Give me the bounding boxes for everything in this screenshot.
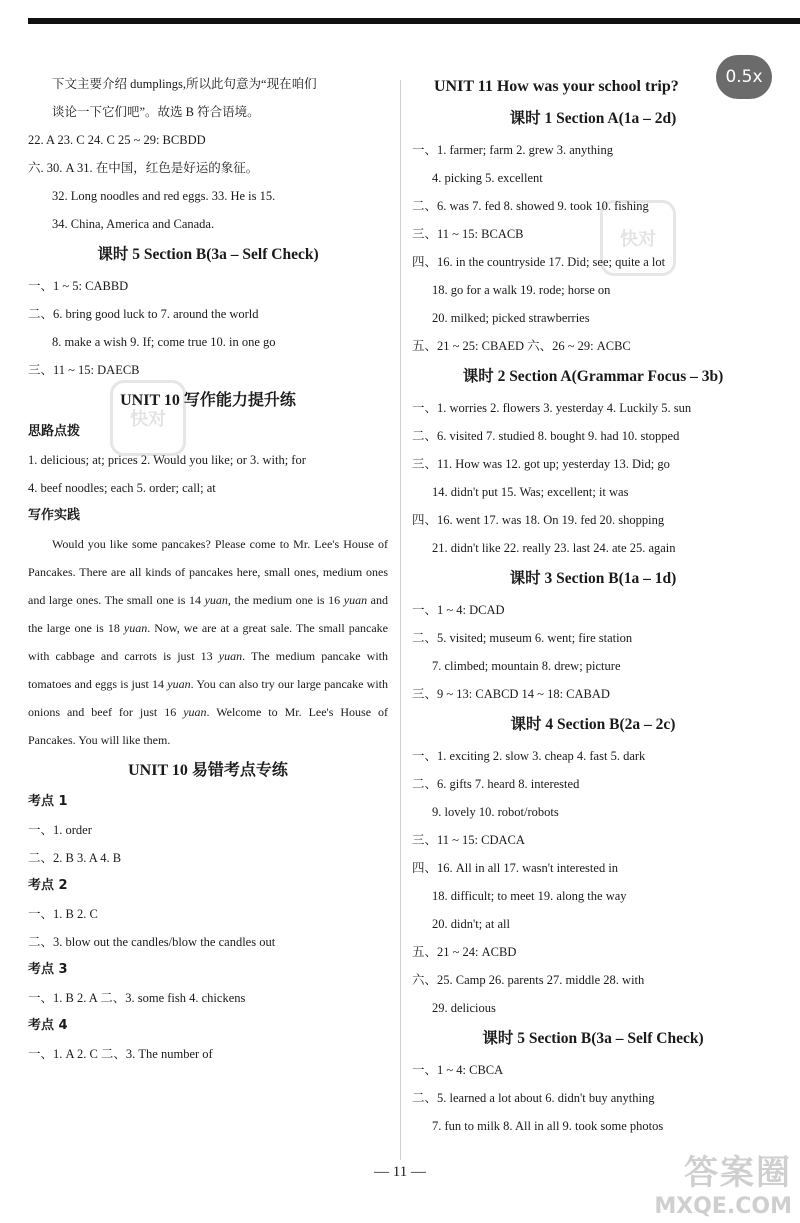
answer-line: 五、21 ~ 25: CBAED 六、26 ~ 29: ACBC bbox=[412, 339, 631, 353]
watermark-stamp: 快对 bbox=[110, 380, 186, 456]
kaodian-heading: 考点 4 bbox=[28, 1018, 68, 1033]
unit-heading: UNIT 10 写作能力提升练 bbox=[120, 392, 296, 409]
answer-line: 一、1. worries 2. flowers 3. yesterday 4. Luckily 5. sun bbox=[412, 401, 692, 415]
left-column bbox=[28, 70, 388, 1068]
column-divider bbox=[400, 80, 401, 1160]
unit-heading: UNIT 11 How was your school trip? bbox=[434, 78, 679, 95]
zoom-level-button[interactable]: 0.5x bbox=[716, 55, 772, 99]
answer-line: 20. milked; picked strawberries bbox=[432, 311, 590, 325]
answer-line: 五、21 ~ 24: ACBD bbox=[412, 945, 517, 959]
answer-line: 4. beef noodles; each 5. order; call; at bbox=[28, 481, 216, 495]
answer-line: 二、6. gifts 7. heard 8. interested bbox=[412, 777, 580, 791]
answer-line: 二、5. visited; museum 6. went; fire station bbox=[412, 631, 633, 645]
answer-line: 一、1. exciting 2. slow 3. cheap 4. fast 5. dark bbox=[412, 749, 646, 763]
top-border bbox=[28, 18, 800, 24]
answer-line: 一、1. B 2. C bbox=[28, 907, 98, 921]
answer-line: 四、16. in the countryside 17. Did; see; quite a lot bbox=[412, 255, 666, 269]
answer-line: 六. 30. A 31. 在中国，红色是好运的象征。 bbox=[28, 161, 259, 175]
right-column bbox=[412, 70, 774, 1140]
answer-line: 8. make a wish 9. If; come true 10. in one go bbox=[52, 335, 276, 349]
kaodian-heading: 考点 1 bbox=[28, 794, 68, 809]
answer-line: 一、1. farmer; farm 2. grew 3. anything bbox=[412, 143, 613, 157]
answer-line: 三、11 ~ 15: CDACA bbox=[412, 833, 525, 847]
watermark-stamp: 快对 bbox=[600, 200, 676, 276]
lesson-heading: 课时 3 Section B(1a – 1d) bbox=[509, 570, 677, 587]
answer-line: 7. fun to milk 8. All in all 9. took some photos bbox=[432, 1119, 664, 1133]
answer-line: 14. didn't put 15. Was; excellent; it was bbox=[432, 485, 629, 499]
answer-line: 三、11. How was 12. got up; yesterday 13. Did; go bbox=[412, 457, 670, 471]
lesson-heading: 课时 2 Section A(Grammar Focus – 3b) bbox=[462, 368, 724, 385]
answer-line: 29. delicious bbox=[432, 1001, 496, 1015]
subsection-heading: 思路点拨 bbox=[28, 424, 81, 439]
answer-line: 三、9 ~ 13: CABCD 14 ~ 18: CABAD bbox=[412, 687, 610, 701]
lesson-heading: 课时 1 Section A(1a – 2d) bbox=[509, 110, 677, 127]
page-number: — 11 — bbox=[374, 1164, 426, 1180]
kaodian-heading: 考点 2 bbox=[28, 878, 68, 893]
answer-line: 7. climbed; mountain 8. drew; picture bbox=[432, 659, 621, 673]
answer-line: 21. didn't like 22. really 23. last 24. ate 25. again bbox=[432, 541, 676, 555]
answer-line: 四、16. All in all 17. wasn't interested in bbox=[412, 861, 619, 875]
lesson-heading: 课时 4 Section B(2a – 2c) bbox=[510, 716, 676, 733]
answer-line: 一、1 ~ 5: CABBD bbox=[28, 279, 129, 293]
answer-line: 20. didn't; at all bbox=[432, 917, 510, 931]
answer-line: 一、1. A 2. C 二、3. The number of bbox=[28, 1047, 213, 1061]
kaodian-heading: 考点 3 bbox=[28, 962, 68, 977]
answer-line: 三、11 ~ 15: DAECB bbox=[28, 363, 140, 377]
answer-line: 六、25. Camp 26. parents 27. middle 28. with bbox=[412, 973, 645, 987]
lesson-heading: 课时 5 Section B(3a – Self Check) bbox=[97, 246, 319, 263]
answer-line: 二、6. bring good luck to 7. around the world bbox=[28, 307, 259, 321]
sample-essay: Would you like some pancakes? Please come to Mr. Lee's House of Pancakes. There are all kinds of pancakes here, small ones, medium ones and large ones. The small one is 14 yuan, the medium one is 16 yuan and the large one is 18 yuan. Now, we are at a great sale. The small pancake with cabbage and carrots is just 13 yuan. The medium pancake with tomatoes and eggs is just 14 yuan. You can also try our large pancake with onions and beef for just 16 yuan. Welcome to Mr. Lee's House of Pancakes. You will like them. bbox=[28, 537, 389, 747]
answer-line: 4. picking 5. excellent bbox=[432, 171, 543, 185]
answer-line: 二、6. visited 7. studied 8. bought 9. had 10. stopped bbox=[412, 429, 680, 443]
answer-line: 三、11 ~ 15: BCACB bbox=[412, 227, 524, 241]
answer-line: 32. Long noodles and red eggs. 33. He is 15. bbox=[52, 189, 276, 203]
text-line: 下文主要介绍 dumplings,所以此句意为“现在咱们 bbox=[52, 77, 317, 91]
unit-heading: UNIT 10 易错考点专练 bbox=[128, 762, 288, 779]
answer-line: 一、1 ~ 4: DCAD bbox=[412, 603, 505, 617]
text-line: 谈论一下它们吧”。故选 B 符合语境。 bbox=[52, 105, 260, 119]
answer-line: 二、2. B 3. A 4. B bbox=[28, 851, 122, 865]
answer-line: 9. lovely 10. robot/robots bbox=[432, 805, 559, 819]
answer-line: 二、5. learned a lot about 6. didn't buy anything bbox=[412, 1091, 655, 1105]
logo-chinese-text: 答案圈 bbox=[684, 1153, 792, 1193]
answer-line: 一、1. order bbox=[28, 823, 92, 837]
logo-url-text: MXQE.COM bbox=[654, 1194, 792, 1219]
answer-line: 二、6. was 7. fed 8. showed 9. took 10. fishing bbox=[412, 199, 649, 213]
answer-line: 18. difficult; to meet 19. along the way bbox=[432, 889, 627, 903]
answer-line: 22. A 23. C 24. C 25 ~ 29: BCBDD bbox=[28, 133, 206, 147]
subsection-heading: 写作实践 bbox=[28, 508, 81, 523]
answer-line: 一、1 ~ 4: CBCA bbox=[412, 1063, 504, 1077]
site-watermark-logo bbox=[654, 1145, 792, 1219]
answer-line: 一、1. B 2. A 二、3. some fish 4. chickens bbox=[28, 991, 246, 1005]
answer-line: 34. China, America and Canada. bbox=[52, 217, 215, 231]
answer-line: 1. delicious; at; prices 2. Would you like; or 3. with; for bbox=[28, 453, 306, 467]
answer-line: 18. go for a walk 19. rode; horse on bbox=[432, 283, 611, 297]
answer-line: 二、3. blow out the candles/blow the candles out bbox=[28, 935, 276, 949]
lesson-heading: 课时 5 Section B(3a – Self Check) bbox=[482, 1030, 704, 1047]
answer-line: 四、16. went 17. was 18. On 19. fed 20. shopping bbox=[412, 513, 665, 527]
